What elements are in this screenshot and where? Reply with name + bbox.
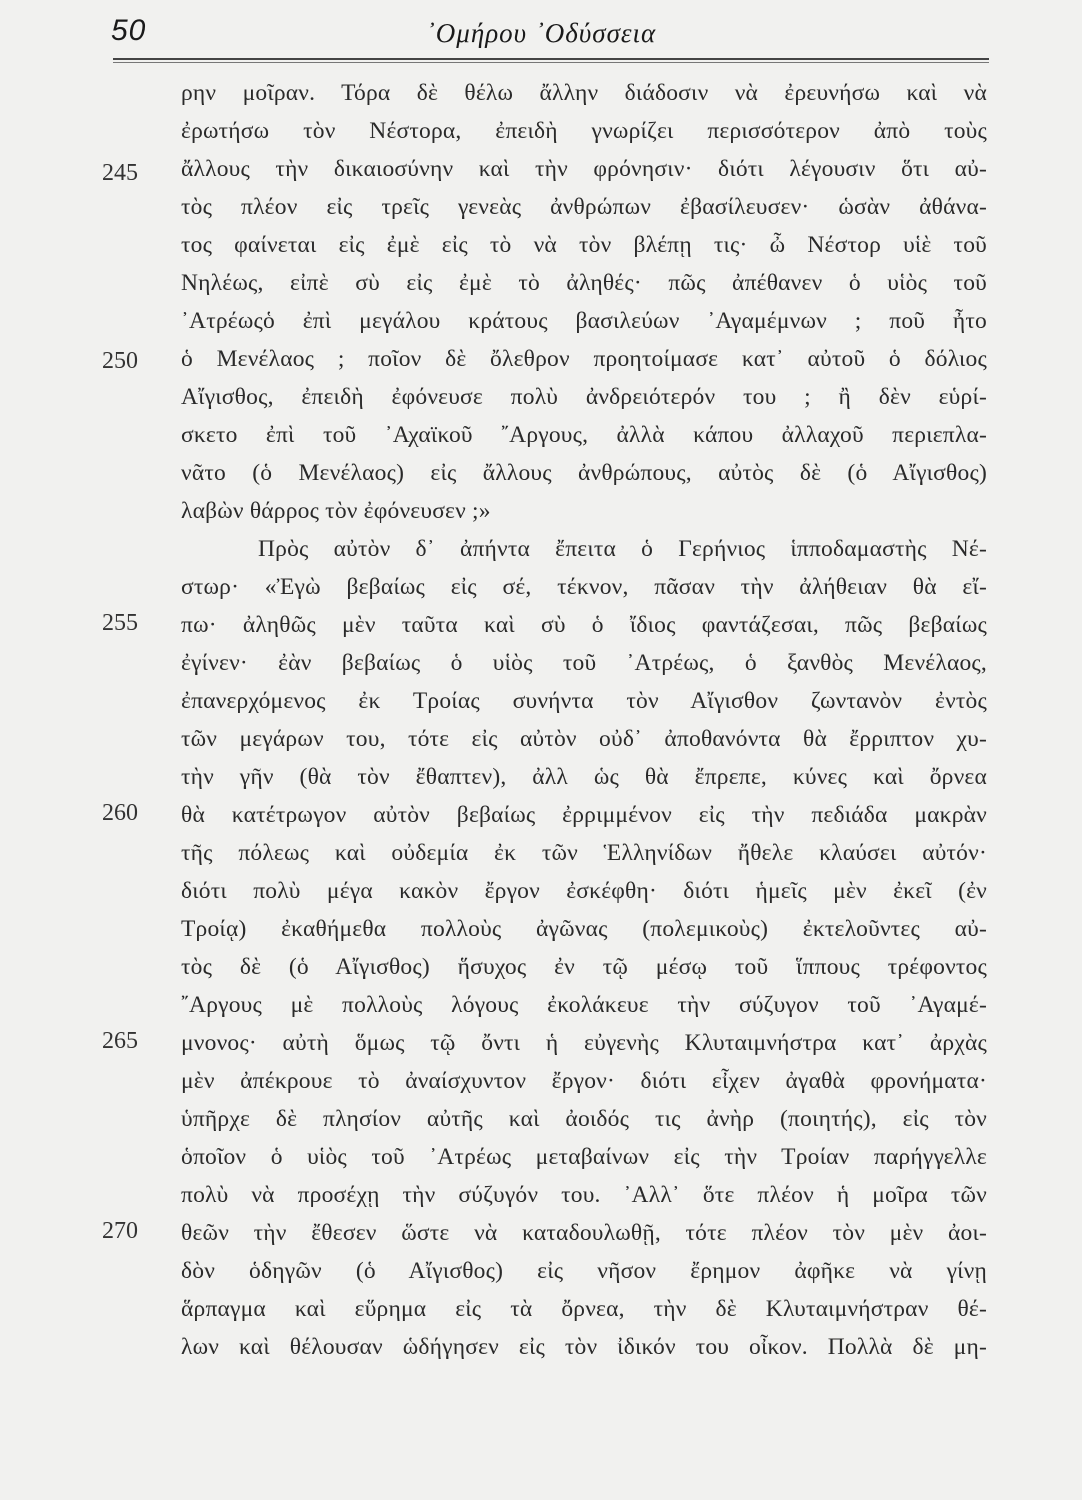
line-number: 270 — [102, 1218, 138, 1244]
text-line: τὴν γῆν (θὰ τὸν ἔθαπτεν), ἀλλ ὡς θὰ ἔπρεπε, κύνες καὶ ὄρνεα — [181, 764, 987, 790]
page-header — [0, 0, 1082, 60]
text-line: δὸν ὁδηγῶν (ὁ Αἴγισθος) εἰς νῆσον ἔρημον ἀφῆκε νὰ γίνῃ — [181, 1258, 987, 1284]
line-number: 260 — [102, 800, 138, 826]
text-line: μνονος· αὐτὴ ὅμως τῷ ὄντι ἡ εὐγενὴς Κλυταιμνήστρα κατ᾽ ἀρχὰς — [181, 1030, 987, 1056]
text-line: ἐπανερχόμενος ἐκ Τροίας συνήντα τὸν Αἴγισθον ζωντανὸν ἐντὸς — [181, 688, 987, 714]
text-line: ᾽Ατρέωςὁ ἐπὶ μεγάλου κράτους βασιλεύων ᾽Αγαμέμνων ; ποῦ ἦτο — [181, 308, 987, 334]
text-line: ὑπῆρχε δὲ πλησίον αὐτῆς καὶ ἀοιδός τις ἀνὴρ (ποιητής), εἰς τὸν — [181, 1106, 987, 1132]
text-line: μὲν ἀπέκρουε τὸ ἀναίσχυντον ἔργον· διότι εἶχεν ἀγαθὰ φρονήματα· — [181, 1068, 987, 1094]
text-line: ἄλλους τὴν δικαιοσύνην καὶ τὴν φρόνησιν· διότι λέγουσιν ὅτι αὐ- — [181, 156, 987, 182]
header-rule-thin — [113, 62, 989, 63]
text-line: ῎Αργους μὲ πολλοὺς λόγους ἐκολάκευε τὴν σύζυγον τοῦ ᾽Αγαμέ- — [181, 992, 987, 1018]
text-line: Νηλέως, εἰπὲ σὺ εἰς ἐμὲ τὸ ἀληθές· πῶς ἀπέθανεν ὁ υἱὸς τοῦ — [181, 270, 987, 296]
text-line: Πρὸς αὐτὸν δ᾽ ἀπήντα ἔπειτα ὁ Γερήνιος ἱπποδαμαστὴς Νέ- — [258, 536, 987, 562]
text-line: τὸς πλέον εἰς τρεῖς γενεὰς ἀνθρώπων ἐβασίλευσεν· ὡσὰν ἀθάνα- — [181, 194, 987, 220]
text-line: διότι πολὺ μέγα κακὸν ἔργον ἐσκέφθη· διότι ἡμεῖς μὲν ἐκεῖ (ἐν — [181, 878, 987, 904]
header-rule — [113, 58, 989, 60]
line-number: 255 — [102, 610, 138, 636]
text-line: Αἴγισθος, ἐπειδὴ ἐφόνευσε πολὺ ἀνδρειότερόν του ; ἢ δὲν εὑρί- — [181, 384, 987, 410]
text-line: ἐρωτήσω τὸν Νέστορα, ἐπειδὴ γνωρίζει περισσότερον ἀπὸ τοὺς — [181, 118, 987, 144]
text-line: Τροίᾳ) ἐκαθήμεθα πολλοὺς ἀγῶνας (πολεμικοὺς) ἐκτελοῦντες αὐ- — [181, 916, 987, 942]
page-number: 50 — [111, 14, 147, 47]
text-line: τος φαίνεται εἰς ἐμὲ εἰς τὸ νὰ τὸν βλέπῃ τις· ὦ Νέστορ υἱὲ τοῦ — [181, 232, 987, 258]
text-line: τῶν μεγάρων του, τότε εἰς αὐτὸν οὐδ᾽ ἀποθανόντα θὰ ἔρριπτον χυ- — [181, 726, 987, 752]
text-line: τὸς δὲ (ὁ Αἴγισθος) ἥσυχος ἐν τῷ μέσῳ τοῦ ἵππους τρέφοντος — [181, 954, 987, 980]
running-title: ᾽Ομήρου ᾽Οδύσσεια — [425, 18, 657, 48]
text-line: πω· ἀληθῶς μὲν ταῦτα καὶ σὺ ὁ ἴδιος φαντάζεσαι, πῶς βεβαίως — [181, 612, 987, 638]
text-line: ἐγίνεν· ἐὰν βεβαίως ὁ υἱὸς τοῦ ᾽Ατρέως, ὁ ξανθὸς Μενέλαος, — [181, 650, 987, 676]
text-line: νᾶτο (ὁ Μενέλαος) εἰς ἄλλους ἀνθρώπους, αὐτὸς δὲ (ὁ Αἴγισθος) — [181, 460, 987, 486]
text-line: λαβὼν θάρρος τὸν ἐφόνευσεν ;» — [181, 498, 491, 524]
text-line: θὰ κατέτρωγον αὐτὸν βεβαίως ἐρριμμένον εἰς τὴν πεδιάδα μακρὰν — [181, 802, 987, 828]
text-line: ὁ Μενέλαος ; ποῖον δὲ ὄλεθρον προητοίμασε κατ᾽ αὐτοῦ ὁ δόλιος — [181, 346, 987, 372]
text-line: ρην μοῖραν. Τόρα δὲ θέλω ἄλλην διάδοσιν νὰ ἐρευνήσω καὶ νὰ — [181, 80, 987, 106]
line-number: 265 — [102, 1028, 138, 1054]
line-number: 250 — [102, 348, 138, 374]
line-number: 245 — [102, 160, 138, 186]
text-line: τῆς πόλεως καὶ οὐδεμία ἐκ τῶν Ἑλληνίδων ἤθελε κλαύσει αὐτόν· — [181, 840, 987, 866]
text-line: σκετο ἐπὶ τοῦ ᾽Αχαϊκοῦ ῎Αργους, ἀλλὰ κάπου ἀλλαχοῦ περιεπλα- — [181, 422, 987, 448]
text-line: ὁποῖον ὁ υἱὸς τοῦ ᾽Ατρέως μεταβαίνων εἰς τὴν Τροίαν παρήγγελλε — [181, 1144, 987, 1170]
text-line: θεῶν τὴν ἔθεσεν ὥστε νὰ καταδουλωθῇ, τότε πλέον τὸν μὲν ἀοι- — [181, 1220, 987, 1246]
text-line: στωρ· «Ἐγὼ βεβαίως εἰς σέ, τέκνον, πᾶσαν τὴν ἀλήθειαν θὰ εἴ- — [181, 574, 987, 600]
text-line: ἅρπαγμα καὶ εὕρημα εἰς τὰ ὄρνεα, τὴν δὲ Κλυταιμνήστραν θέ- — [181, 1296, 987, 1322]
text-line: πολὺ νὰ προσέχῃ τὴν σύζυγόν του. ᾽Αλλ᾽ ὅτε πλέον ἡ μοῖρα τῶν — [181, 1182, 987, 1208]
text-line: λων καὶ θέλουσαν ὡδήγησεν εἰς τὸν ἰδικόν του οἶκον. Πολλὰ δὲ μη- — [181, 1334, 987, 1360]
